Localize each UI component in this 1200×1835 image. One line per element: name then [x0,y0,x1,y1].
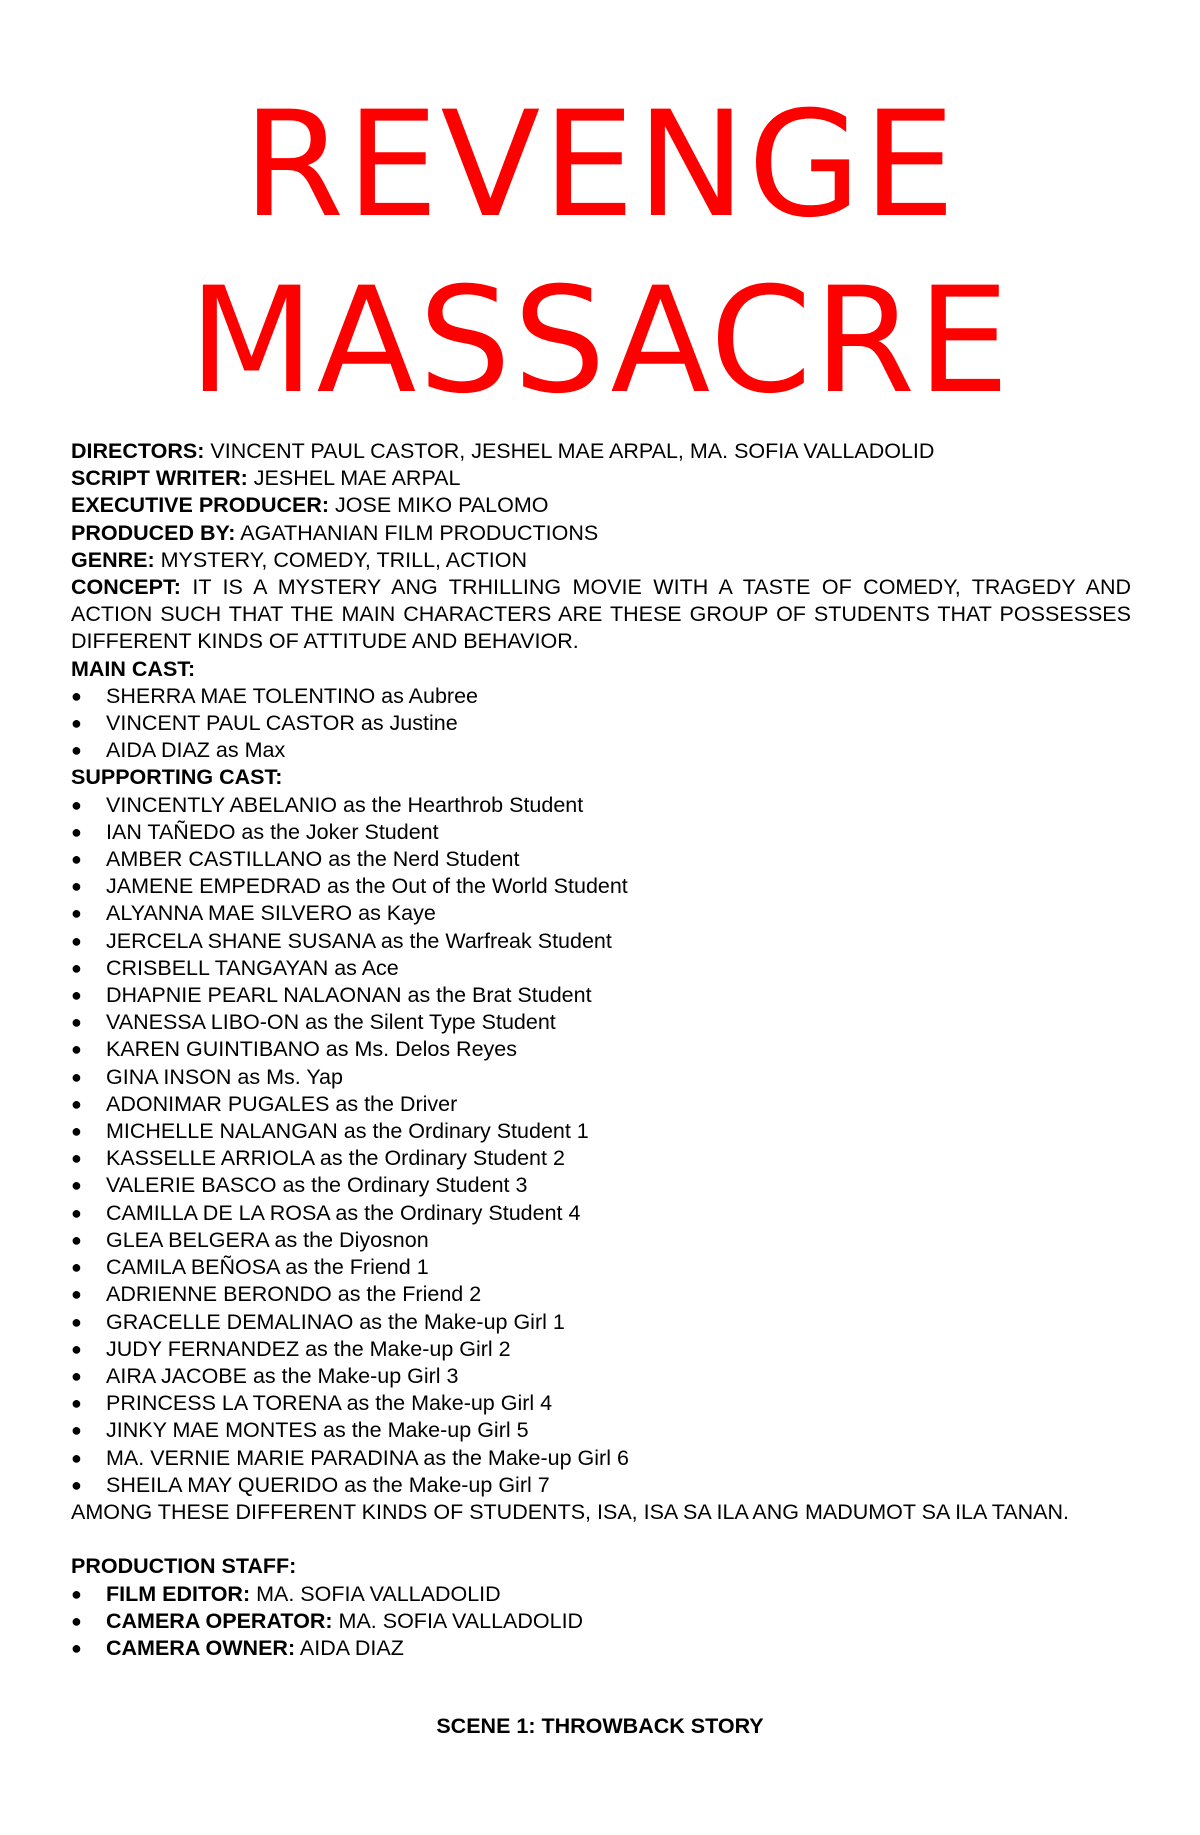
bullet-icon: ● [71,1202,82,1223]
supporting-cast-item-text: ALYANNA MAE SILVERO as Kaye [106,901,436,926]
supporting-cast-item-text: CRISBELL TANGAYAN as Ace [106,955,399,980]
bullet-icon: ● [71,1121,82,1142]
bullet-icon: ● [71,849,82,870]
bullet-icon: ● [71,1365,82,1386]
supporting-cast-item-text: JUDY FERNANDEZ as the Make-up Girl 2 [106,1336,511,1361]
supporting-cast-item-text: GINA INSON as Ms. Yap [106,1064,343,1089]
concept-value: IT IS A MYSTERY ANG TRHILLING MOVIE WITH A TASTE OF COMEDY, TRAGEDY AND ACTION SUCH THAT THE MAIN CHARACTERS ARE THESE GROUP OF STUDENTS THAT POSSESSES DIFFERENT KINDS OF ATTITUDE AND BEHAVIOR. [71,575,1132,654]
staff-role-label: FILM EDITOR: [106,1581,251,1606]
supporting-cast-item [71,1390,1131,1417]
supporting-cast-item-text: MA. VERNIE MARIE PARADINA as the Make-up Girl 6 [106,1445,629,1470]
supporting-cast-item [71,1309,1131,1336]
bullet-icon: ● [71,1393,82,1414]
bullet-icon: ● [71,1257,82,1278]
supporting-cast-item-text: AMBER CASTILLANO as the Nerd Student [106,847,520,872]
bullet-icon: ● [71,1583,82,1604]
genre-value: MYSTERY, COMEDY, TRILL, ACTION [160,547,528,572]
bullet-icon: ● [71,1175,82,1196]
supporting-cast-item-text: VINCENTLY ABELANIO as the Hearthrob Student [106,792,584,817]
supporting-cast-item-text: JERCELA SHANE SUSANA as the Warfreak Student [106,928,612,953]
bullet-icon: ● [71,1311,82,1332]
bullet-icon: ● [71,1420,82,1441]
supporting-cast-item [71,955,1131,982]
main-cast-heading: MAIN CAST: [71,656,196,681]
main-cast-item-text: SHERRA MAE TOLENTINO as Aubree [106,683,479,708]
supporting-cast-item-text: JINKY MAE MONTES as the Make-up Girl 5 [106,1418,529,1443]
supporting-cast-item [71,982,1131,1009]
supporting-cast-item-text: ADONIMAR PUGALES as the Driver [106,1091,458,1116]
genre-line [71,547,1131,574]
supporting-cast-item-text: AIRA JACOBE as the Make-up Girl 3 [106,1363,459,1388]
script-writer-line [71,465,1131,492]
produced-by-value: AGATHANIAN FILM PRODUCTIONS [240,520,599,545]
scene-heading: SCENE 1: THROWBACK STORY [436,1714,764,1738]
supporting-cast-item [71,1145,1131,1172]
title-line-massacre: MASSACRE [188,256,1012,426]
concept-paragraph [71,574,1131,656]
supporting-cast-item-text: PRINCESS LA TORENA as the Make-up Girl 4 [106,1391,553,1416]
supporting-cast-item [71,1036,1131,1063]
main-cast-item-text: AIDA DIAZ as Max [106,738,286,763]
bullet-icon: ● [71,1148,82,1169]
supporting-cast-item-text: CAMILA BEÑOSA as the Friend 1 [106,1255,429,1280]
staff-role-value: MA. SOFIA VALLADOLID [256,1581,501,1606]
supporting-cast-item-text: GRACELLE DEMALINAO as the Make-up Girl 1 [106,1309,565,1334]
bullet-icon: ● [71,821,82,842]
supporting-cast-item [71,846,1131,873]
bullet-icon: ● [71,1093,82,1114]
supporting-cast-item-text: JAMENE EMPEDRAD as the Out of the World Student [106,874,628,899]
supporting-cast-item-text: KAREN GUINTIBANO as Ms. Delos Reyes [106,1037,517,1062]
executive-producer-value: JOSE MIKO PALOMO [335,493,549,518]
bullet-icon: ● [71,685,82,706]
executive-producer-label: EXECUTIVE PRODUCER: [71,493,330,518]
executive-producer-line [71,492,1131,519]
directors-label: DIRECTORS: [71,439,205,463]
supporting-cast-item [71,1254,1131,1281]
bullet-icon: ● [71,740,82,761]
production-staff-list [71,1581,1131,1663]
supporting-cast-item-text: CAMILLA DE LA ROSA as the Ordinary Student 4 [106,1200,581,1225]
bullet-icon: ● [71,876,82,897]
production-staff-item [71,1608,1131,1635]
staff-role-value: MA. SOFIA VALLADOLID [338,1608,584,1633]
supporting-cast-item [71,873,1131,900]
supporting-cast-heading: SUPPORTING CAST: [71,765,283,790]
bullet-icon: ● [71,1338,82,1359]
supporting-cast-item-text: MICHELLE NALANGAN as the Ordinary Student 1 [106,1119,589,1144]
script-writer-label: SCRIPT WRITER: [71,466,248,491]
main-cast-item-text: VINCENT PAUL CASTOR as Justine [106,711,458,736]
supporting-cast-item [71,1417,1131,1444]
supporting-cast-item [71,928,1131,955]
supporting-cast-item-text: GLEA BELGERA as the Diyosnon [106,1227,429,1252]
bullet-icon: ● [71,1610,82,1631]
produced-by-label: PRODUCED BY: [71,520,236,545]
bullet-icon: ● [71,1012,82,1033]
supporting-cast-item [71,1118,1131,1145]
main-cast-list [71,683,1131,765]
supporting-cast-item [71,1200,1131,1227]
supporting-cast-item [71,1172,1131,1199]
production-staff-heading: PRODUCTION STAFF: [71,1554,297,1579]
supporting-cast-item [71,900,1131,927]
bullet-icon: ● [71,1039,82,1060]
staff-role-label: CAMERA OPERATOR: [106,1608,333,1633]
supporting-cast-item [71,1091,1131,1118]
production-staff-item [71,1635,1131,1662]
bullet-icon: ● [71,713,82,734]
credits-document [71,438,1131,1662]
supporting-cast-item [71,1336,1131,1363]
supporting-cast-item [71,819,1131,846]
bullet-icon: ● [71,903,82,924]
bullet-icon: ● [71,1066,82,1087]
script-writer-value: JESHEL MAE ARPAL [253,466,461,491]
supporting-cast-item-text: DHAPNIE PEARL NALAONAN as the Brat Student [106,983,592,1008]
bullet-icon: ● [71,1474,82,1495]
bullet-icon: ● [71,985,82,1006]
bullet-icon: ● [71,1447,82,1468]
produced-by-line [71,520,1131,547]
supporting-cast-list [71,792,1131,1499]
supporting-cast-item-text: VANESSA LIBO-ON as the Silent Type Student [106,1010,556,1035]
supporting-cast-item [71,1472,1131,1499]
supporting-cast-item [71,1363,1131,1390]
bullet-icon: ● [71,1229,82,1250]
bullet-icon: ● [71,957,82,978]
directors-line [71,438,1131,465]
title-line-revenge: REVENGE [242,80,958,250]
supporting-cast-item-text: IAN TAÑEDO as the Joker Student [106,819,439,844]
main-cast-item [71,737,1131,764]
main-cast-item [71,683,1131,710]
bullet-icon: ● [71,930,82,951]
bullet-icon: ● [71,1637,82,1658]
supporting-cast-item [71,1445,1131,1472]
paragraph-spacer [71,1526,1131,1553]
supporting-cast-item-text: KASSELLE ARRIOLA as the Ordinary Student 2 [106,1146,565,1171]
supporting-cast-item [71,1064,1131,1091]
production-staff-item [71,1581,1131,1608]
supporting-cast-item [71,1281,1131,1308]
supporting-cast-item-text: ADRIENNE BERONDO as the Friend 2 [106,1282,482,1307]
supporting-cast-item-text: VALERIE BASCO as the Ordinary Student 3 [106,1173,528,1198]
bullet-icon: ● [71,1284,82,1305]
bullet-icon: ● [71,794,82,815]
closing-note: AMONG THESE DIFFERENT KINDS OF STUDENTS, ISA, ISA SA ILA ANG MADUMOT SA ILA TANAN. [71,1499,1069,1524]
genre-label: GENRE: [71,547,155,572]
supporting-cast-item [71,1227,1131,1254]
staff-role-label: CAMERA OWNER: [106,1635,296,1660]
supporting-cast-item [71,792,1131,819]
staff-role-value: AIDA DIAZ [299,1635,404,1660]
concept-label: CONCEPT: [71,575,181,600]
directors-value: VINCENT PAUL CASTOR, JESHEL MAE ARPAL, MA. SOFIA VALLADOLID [210,439,935,463]
supporting-cast-item [71,1009,1131,1036]
main-cast-item [71,710,1131,737]
supporting-cast-item-text: SHEILA MAY QUERIDO as the Make-up Girl 7 [106,1472,550,1497]
